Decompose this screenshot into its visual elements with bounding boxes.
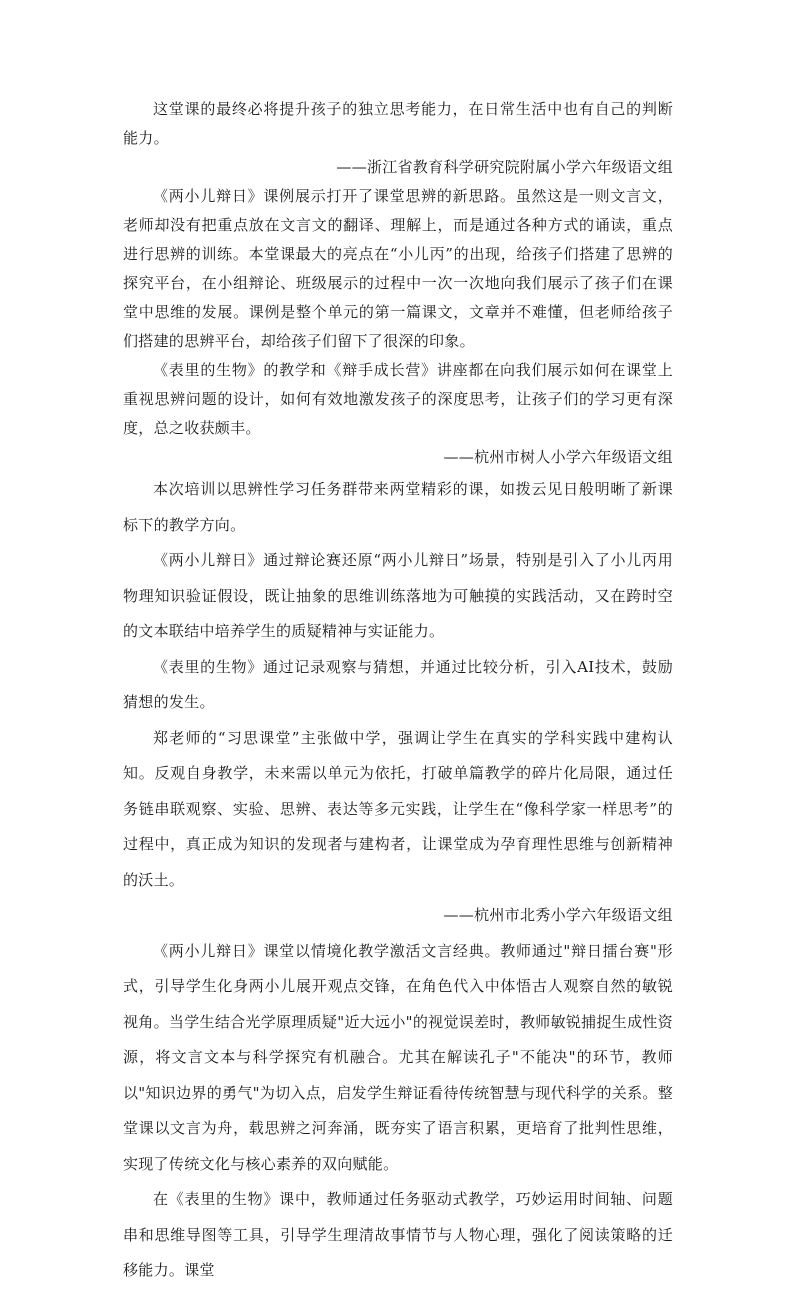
body-paragraph: 在《表里的生物》课中，教师通过任务驱动式教学，巧妙运用时间轴、问题串和思维导图等工具，引导学生理清故事情节与人物心理，强化了阅读策略的迁移能力。课堂 [123, 1190, 673, 1279]
body-paragraph: 《表里的生物》通过记录观察与猜想，并通过比较分析，引入AI技术，鼓励猜想的发生。 [123, 657, 673, 711]
body-paragraph: 郑老师的“习思课堂”主张做中学，强调让学生在真实的学科实践中建构认知。反观自身教学，未来需以单元为依托，打破单篇教学的碎片化局限，通过任务链串联观察、实验、思辨、表达等多元实践，让学生在“像科学家一样思考”的过程中，真正成为知识的发现者与建构者，让课堂成为孕育理性思维与创新精神的沃土。 [123, 728, 673, 889]
group-signature: ——杭州市树人小学六年级语文组 [443, 448, 673, 466]
body-paragraph: 《两小儿辩日》课例展示打开了课堂思辨的新思路。虽然这是一则文言文，老师却没有把重点放在文言文的翻译、理解上，而是通过各种方式的诵读，重点进行思辨的训练。本堂课最大的亮点在“小儿丙”的出现，给孩子们搭建了思辨的探究平台，在小组辩论、班级展示的过程中一次一次地向我们展示了孩子们在课堂中思维的发展。课例是整个单元的第一篇课文，文章并不难懂，但老师给孩子们搭建的思辨平台，却给孩子们留下了很深的印象。 [123, 187, 673, 350]
document-body [123, 95, 673, 1289]
body-paragraph: 本次培训以思辨性学习任务群带来两堂精彩的课，如拨云见日般明晰了新课标下的教学方向。 [123, 480, 673, 534]
body-paragraph: 《表里的生物》的教学和《辩手成长营》讲座都在向我们展示如何在课堂上重视思辨问题的设计，如何有效地激发孩子的深度思考，让孩子们的学习更有深度，总之收获颇丰。 [123, 361, 673, 437]
group-signature: ——浙江省教育科学研究院附属小学六年级语文组 [336, 158, 673, 176]
body-paragraph: 这堂课的最终必将提升孩子的独立思考能力，在日常生活中也有自己的判断能力。 [123, 100, 673, 147]
group-signature: ——杭州市北秀小学六年级语文组 [443, 906, 673, 924]
body-paragraph: 《两小儿辩日》通过辩论赛还原“两小儿辩日”场景，特别是引入了小儿丙用物理知识验证假设，既让抽象的思维训练落地为可触摸的实践活动，又在跨时空的文本联结中培养学生的质疑精神与实证能力。 [123, 551, 673, 640]
body-paragraph: 《两小儿辩日》课堂以情境化教学激活文言经典。教师通过"辩日擂台赛"形式，引导学生化身两小儿展开观点交锋，在角色代入中体悟古人观察自然的敏锐视角。当学生结合光学原理质疑"近大远小"的视觉误差时，教师敏锐捕捉生成性资源，将文言文本与科学探究有机融合。尤其在解读孔子"不能决"的环节，教师以"知识边界的勇气"为切入点，启发学生辩证看待传统智慧与现代科学的关系。整堂课以文言为舟，载思辨之河奔涌，既夯实了语言积累，更培育了批判性思维，实现了传统文化与核心素养的双向赋能。 [123, 941, 673, 1173]
